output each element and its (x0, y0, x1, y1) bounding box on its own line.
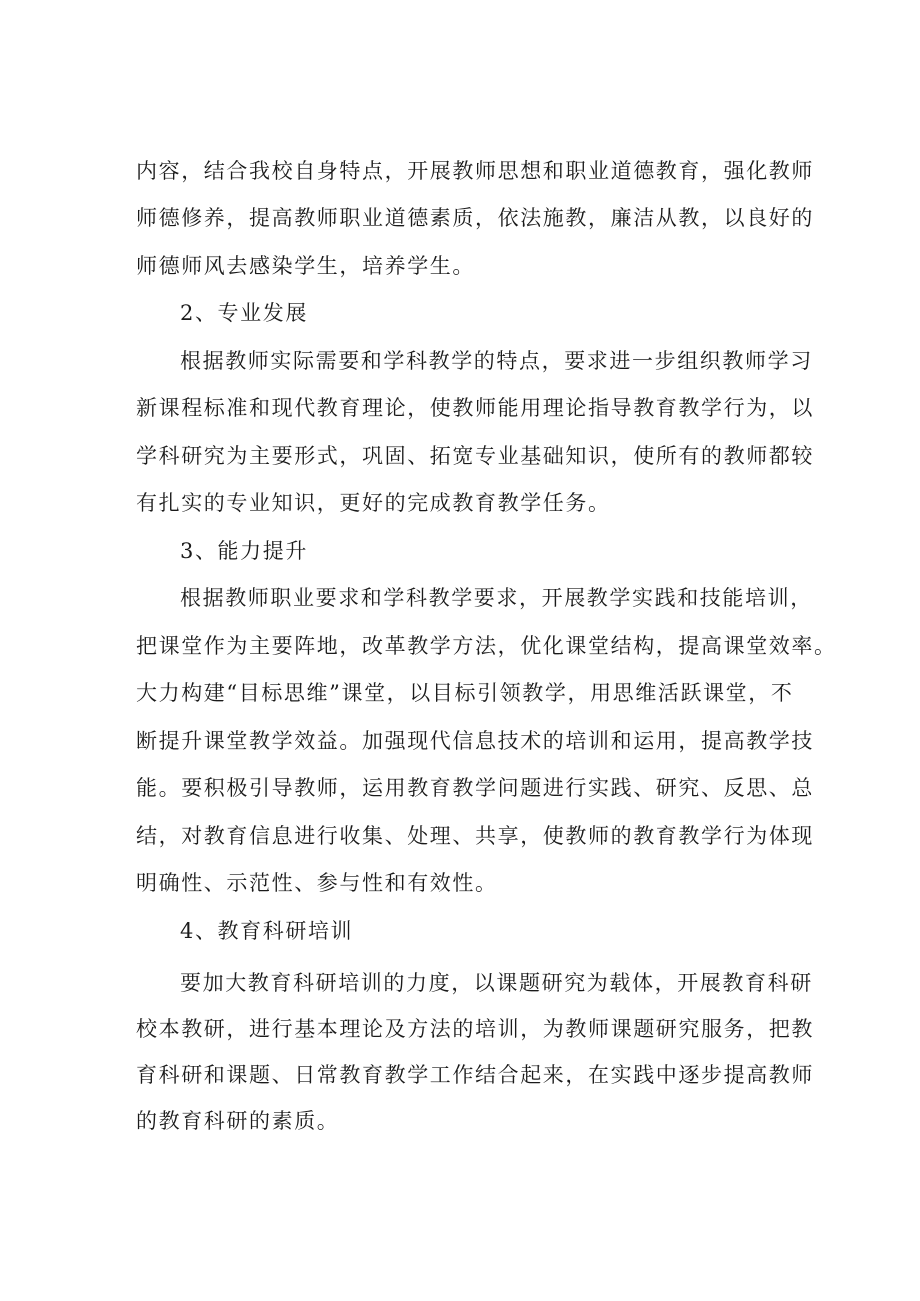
section-2-heading: 2、专业发展 (180, 301, 308, 325)
section-3-line-3: 大力构建“目标思维”课堂，以目标引领教学，用思维活跃课堂，不 (136, 681, 794, 705)
intro-line-2: 师德修养，提高教师职业道德素质，依法施教，廉洁从教，以良好的 (136, 206, 814, 230)
section-4-heading: 4、教育科研培训 (180, 919, 354, 943)
section-3-line-6: 结，对教育信息进行收集、处理、共享，使教师的教育教学行为体现 (136, 824, 814, 848)
section-2-line-1: 根据教师实际需要和学科教学的特点，要求进一步组织教师学习 (180, 349, 813, 373)
section-4-line-3: 育科研和课题、日常教育教学工作结合起来，在实践中逐步提高教师 (136, 1063, 814, 1087)
section-3-heading: 3、能力提升 (180, 539, 308, 563)
section-2-line-2: 新课程标准和现代教育理论，使教师能用理论指导教育教学行为，以 (136, 396, 814, 420)
section-3-line-4: 断提升课堂教学效益。加强现代信息技术的培训和运用，提高教学技 (136, 729, 814, 753)
section-3-line-2: 把课堂作为主要阵地，改革教学方法，优化课堂结构，提高课堂效率。 (136, 634, 837, 658)
section-2-line-4: 有扎实的专业知识，更好的完成教育教学任务。 (136, 491, 611, 515)
section-3-line-1: 根据教师职业要求和学科教学要求，开展教学实践和技能培训， (180, 586, 813, 610)
section-4-line-4: 的教育科研的素质。 (136, 1109, 340, 1133)
section-2-line-3: 学科研究为主要形式，巩固、拓宽专业基础知识，使所有的教师都较 (136, 444, 814, 468)
section-3-line-5: 能。要积极引导教师，运用教育教学问题进行实践、研究、反思、总 (136, 776, 814, 800)
section-4-line-2: 校本教研，进行基本理论及方法的培训，为教师课题研究服务，把教 (136, 1017, 814, 1041)
intro-line-3: 师德师风去感染学生，培养学生。 (136, 254, 475, 278)
section-4-line-1: 要加大教育科研培训的力度，以课题研究为载体，开展教育科研 (180, 971, 813, 995)
intro-line-1: 内容，结合我校自身特点，开展教师思想和职业道德教育，强化教师 (136, 159, 814, 183)
section-3-line-7: 明确性、示范性、参与性和有效性。 (136, 871, 498, 895)
